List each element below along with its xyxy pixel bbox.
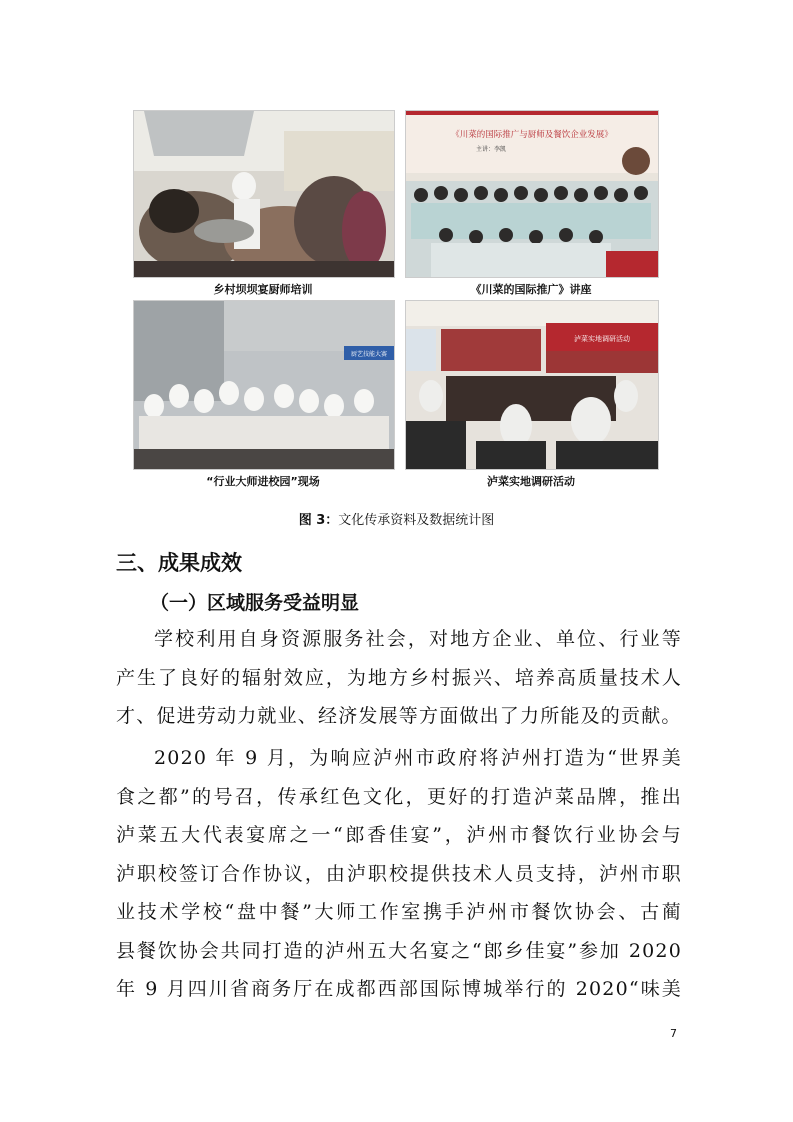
photo-caption-chef-training: 乡村坝坝宴厨师培训: [213, 283, 313, 296]
paragraph-line: 产生了良好的辐射效应，为地方乡村振兴、培养高质量技术人: [116, 666, 682, 689]
paragraph-line: 才、促进劳动力就业、经济发展等方面做出了力所能及的贡献。: [116, 705, 682, 727]
meeting-banner-text: 泸菜实地调研活动: [574, 335, 630, 343]
figure-caption-text: 文化传承资料及数据统计图: [338, 513, 495, 528]
paragraph-line: 食之都”的号召，传承红色文化，更好的打造泸菜品牌，推出: [116, 785, 682, 808]
lecture-speaker-text: 主讲：李凯: [476, 146, 507, 153]
paragraph: [116, 620, 682, 736]
section-heading: 三、成果成效: [116, 551, 242, 575]
paragraph-line: 年 9 月四川省商务厅在成都西部国际博城举行的 2020“味美: [116, 978, 682, 1000]
photo-research-meeting: [405, 300, 659, 470]
paragraph: [116, 739, 682, 1009]
figure-caption: [0, 509, 793, 528]
paragraph-line: 学校利用自身资源服务社会，对地方企业、单位、行业等: [154, 628, 682, 650]
photo-caption-lecture: 《川菜的国际推广》讲座: [470, 283, 592, 296]
photo-caption-masters-campus: “行业大师进校园”现场: [206, 475, 320, 488]
figure-caption-prefix: 图 3：: [298, 513, 339, 528]
section-subheading: （一）区域服务受益明显: [150, 592, 360, 614]
photo-lecture: [405, 110, 659, 278]
paragraph-line: 县餐饮协会共同打造的泸州五大名宴之“郎乡佳宴”参加 2020: [116, 939, 682, 962]
photo-chef-training: [133, 110, 395, 278]
photo-caption-research-meeting: 泸菜实地调研活动: [487, 475, 575, 488]
paragraph-line: 2020 年 9 月，为响应泸州市政府将泸州打造为“世界美: [154, 747, 682, 769]
photo-masters-campus: [133, 300, 395, 470]
page-number: 7: [670, 1027, 677, 1040]
paragraph-line: 业技术学校“盘中餐”大师工作室携手泸州市餐饮协会、古蔺: [116, 901, 682, 923]
paragraph-line: 泸职校签订合作协议，由泸职校提供技术人员支持，泸州市职: [116, 862, 682, 885]
campus-sign-text: 厨艺技能大赛: [350, 351, 388, 358]
lecture-banner-text: 《川菜的国际推广与厨师及餐饮企业发展》: [451, 130, 613, 140]
paragraph-line: 泸菜五大代表宴席之一“郎香佳宴”，泸州市餐饮行业协会与: [116, 824, 682, 846]
